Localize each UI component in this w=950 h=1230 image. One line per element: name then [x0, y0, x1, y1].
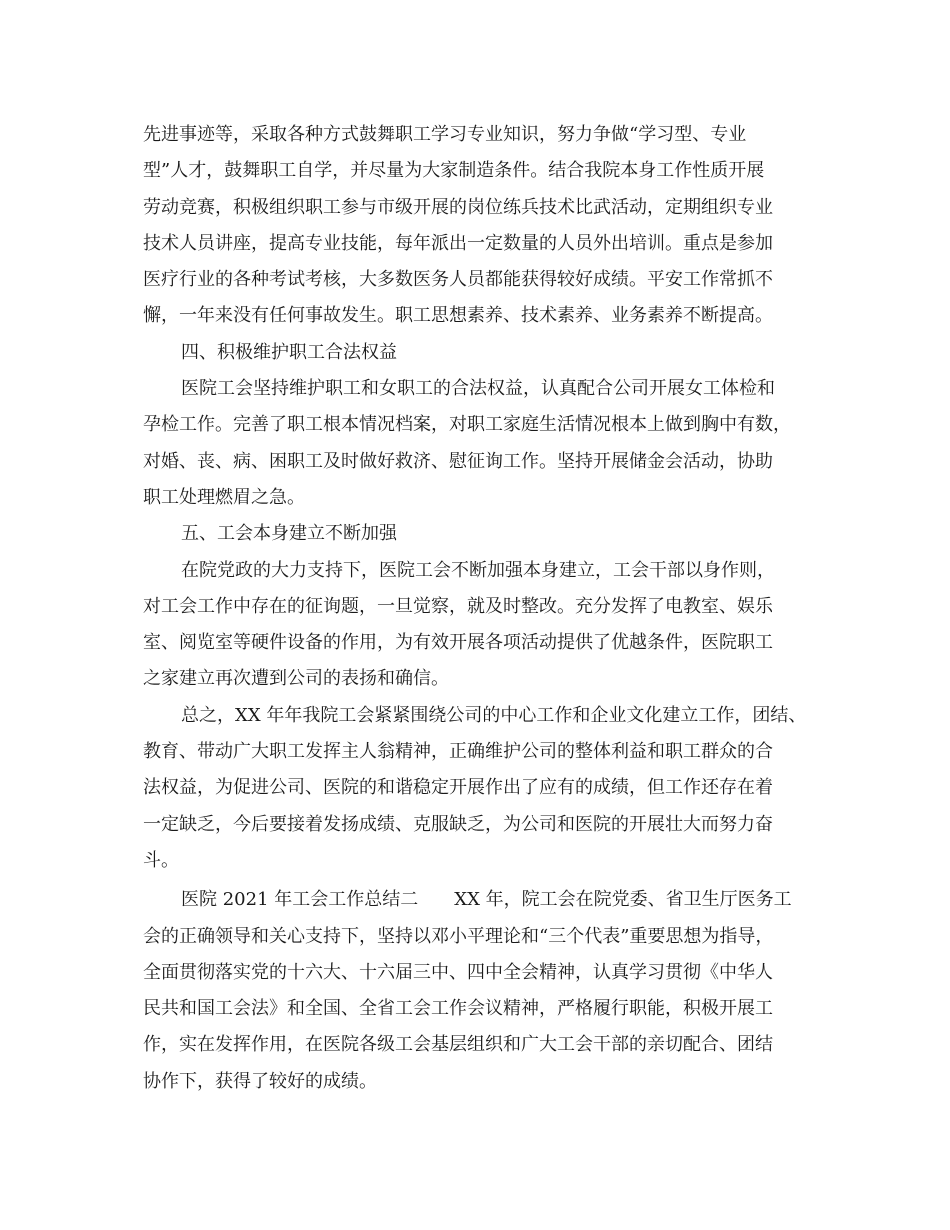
text-line: 斗。 [143, 849, 179, 871]
text-line: 民共和国工会法》和全国、全省工会工作会议精神，严格履行职能，积极开展工 [143, 998, 773, 1020]
section-heading: 五、工会本身建立不断加强 [181, 523, 397, 545]
text-line: 对婚、丧、病、困职工及时做好救济、慰征询工作。坚持开展储金会活动，协助 [143, 450, 773, 472]
text-line: 室、阅览室等硬件设备的作用，为有效开展各项活动提供了优越条件，医院职工 [143, 632, 773, 654]
section-heading: 四、积极维护职工合法权益 [181, 341, 397, 363]
text-line: 一定缺乏，今后要接着发扬成绩、克服缺乏，为公司和医院的开展壮大而努力奋 [143, 813, 773, 835]
document-body [143, 117, 815, 1100]
text-line: 教育、带动广大职工发挥主人翁精神，正确维护公司的整体利益和职工群众的合 [143, 741, 773, 763]
text-line: 协作下，获得了较好的成绩。 [143, 1070, 377, 1092]
paragraph-start-line: 医院工会坚持维护职工和女职工的合法权益，认真配合公司开展女工体检和 [181, 378, 775, 400]
text-line: 对工会工作中存在的征询题，一旦觉察，就及时整改。充分发挥了电教室、娱乐 [143, 595, 773, 617]
text-line: 会的正确领导和关心支持下，坚持以邓小平理论和“三个代表”重要思想为指导， [143, 925, 774, 947]
paragraph-start-line: 总之，XX 年年我院工会紧紧围绕公司的中心工作和企业文化建立工作，团结、 [181, 704, 807, 726]
text-line: 懈，一年来没有任何事故发生。职工思想素养、技术素养、业务素养不断提高。 [143, 305, 773, 327]
text-line: 全面贯彻落实党的十六大、十六届三中、四中全会精神，认真学习贯彻《中华人 [143, 961, 773, 983]
text-line: 先进事迹等，采取各种方式鼓舞职工学习专业知识，努力争做“学习型、专业 [143, 124, 747, 145]
text-line: 职工处理燃眉之急。 [143, 486, 305, 508]
text-line: 孕检工作。完善了职工根本情况档案，对职工家庭生活情况根本上做到胸中有数， [143, 414, 791, 436]
text-line: 法权益，为促进公司、医院的和谐稳定开展作出了应有的成绩，但工作还存在着 [143, 777, 773, 799]
text-line: 医疗行业的各种考试考核，大多数医务人员都能获得较好成绩。平安工作常抓不 [143, 269, 773, 291]
paragraph-start-line: 医院 2021 年工会工作总结二 XX 年，院工会在院党委、省卫生厅医务工 [181, 889, 792, 911]
paragraph-start-line: 在院党政的大力支持下，医院工会不断加强本身建立，工会干部以身作则， [181, 559, 775, 581]
text-line: 作，实在发挥作用，在医院各级工会基层组织和广大工会干部的亲切配合、团结 [143, 1034, 773, 1056]
text-line: 之家建立再次遭到公司的表扬和确信。 [143, 668, 449, 690]
text-line: 型”人才，鼓舞职工自学，并尽量为大家制造条件。结合我院本身工作性质开展 [143, 160, 765, 182]
text-line: 劳动竞赛，积极组织职工参与市级开展的岗位练兵技术比武活动，定期组织专业 [143, 196, 773, 218]
text-line: 技术人员讲座，提高专业技能，每年派出一定数量的人员外出培训。重点是参加 [143, 232, 773, 254]
